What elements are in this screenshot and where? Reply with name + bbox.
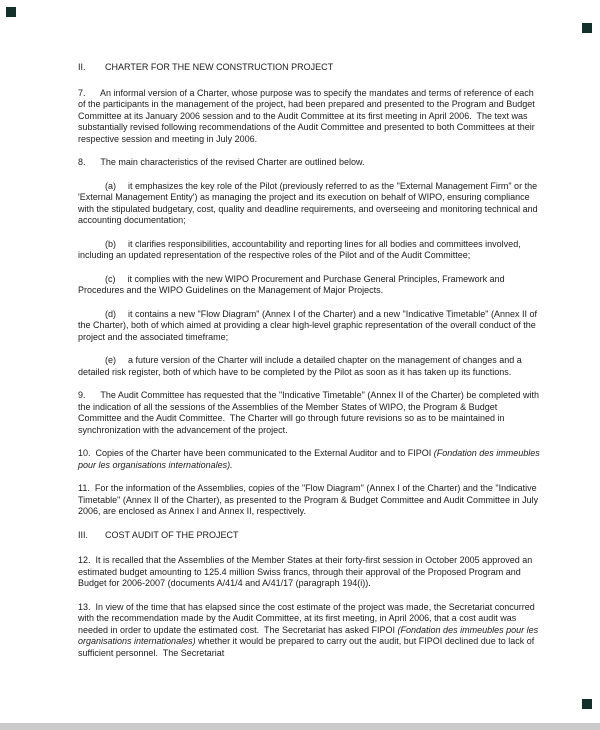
paragraph-8: 8. The main characteristics of the revised Charter are outlined below. <box>78 157 365 167</box>
section-heading-cost-audit <box>78 530 540 542</box>
subparagraph-text: a future version of the Charter will include a detailed chapter on the management of changes and a detailed risk register, both of which have to be completed by the Pilot as soon as it has taken up its functions. <box>78 355 525 377</box>
paragraph-9: 9. The Audit Committee has requested that the "Indicative Timetable" (Annex II of the Charter) be completed with the indication of all the sessions of the Assemblies of the Member States of WIPO, the Program & Budget Committee and the Audit Committee. The Charter will go through future revisions so as to be maintained in synchronization with the advancement of the project. <box>78 390 542 435</box>
subparagraph-label: (a) <box>105 180 116 191</box>
section-title: COST AUDIT OF THE PROJECT <box>105 529 239 540</box>
paragraph-12: 12. It is recalled that the Assemblies of the Member States at their forty-first session in October 2005 approved an estimated budget amounting to 125.4 million Swiss francs, through their approval of the Proposed Program and Budget for 2006-2007 (documents A/41/4 and A/41/17 (paragraph 194(i)). <box>78 555 535 588</box>
section-heading-charter <box>78 62 540 74</box>
section-number: III. <box>78 529 89 540</box>
paragraph-7: 7. An informal version of a Charter, whose purpose was to specify the mandates and terms of reference of each of the participants in the management of the project, had been prepared and presented to the Program and Budget Committee at its January 2006 session and to the Audit Committee at its first meeting in April 2006. The text was substantially revised following recommendations of the Audit Committee and presented to both Committees at their respective session and meeting in July 2006. <box>78 87 538 144</box>
corner-marker-top-right <box>582 23 592 33</box>
paragraph-10-text: 10. Copies of the Charter have been communicated to the External Auditor and to FIPOI <box>78 448 434 458</box>
subparagraph-d <box>78 309 540 344</box>
paragraph-13-italic: (Fondation des immeubles pour les organisations internationales) <box>78 624 541 646</box>
page-bottom-edge <box>0 723 600 730</box>
paragraph-10 <box>78 448 543 471</box>
subparagraph-text: it contains a new "Flow Diagram" (Annex I of the Charter) and a new "Indicative Timetable" (Annex II of the Charter), both of which aimed at providing a clear high-level graphic representation of the overall conduct of the project and the associated timeframe; <box>78 308 540 342</box>
subparagraph-a <box>78 181 540 227</box>
paragraph-13-text: 13. In view of the time that has elapsed since the cost estimate of the project was made, the Secretariat concurred with the recommendation made by the Audit Committee, at its first meeting, in April 2006, that a cost audit was needed in order to update the estimated cost. The Secretariat has asked FIPOI <box>78 601 538 635</box>
paragraph-13-text-after: whether it would be prepared to carry out the audit, but FIPOI declined due to lack of sufficient personnel. The Secretariat <box>78 636 537 658</box>
paragraph-13 <box>78 602 540 660</box>
subparagraph-text: it complies with the new WIPO Procurement and Purchase General Principles, Framework and Procedures and the WIPO Guidelines on the Management of Major Projects. <box>78 273 508 295</box>
corner-marker-top-left <box>6 7 16 17</box>
subparagraph-label: (e) <box>105 355 116 365</box>
subparagraph-text: it emphasizes the key role of the Pilot (previously referred to as the "External Management Firm" or the 'External Management Entity') as managing the project and its execution on behalf of WIPO, ensuring compliance with the stipulated budgetary, cost, quality and deadline requirements, and overseeing and monitoring technical and accounting documentation; <box>78 180 541 225</box>
subparagraph-label: (b) <box>105 238 116 249</box>
paragraph-10-italic: (Fondation des immeubles pour les organisations internationales). <box>78 448 543 470</box>
section-title: CHARTER FOR THE NEW CONSTRUCTION PROJECT <box>105 62 334 72</box>
corner-marker-bottom-right <box>582 699 592 709</box>
subparagraph-c <box>78 274 540 297</box>
subparagraph-label: (c) <box>105 273 116 284</box>
paragraph-11: 11. For the information of the Assemblies, copies of the "Flow Diagram" (Annex I of the Charter) and the "Indicative Timetable" (Annex II of the Charter), as presented to the Program & Budget Committee and Audit Committee in July 2006, are enclosed as Annex I and Annex II, respectively. <box>78 483 541 516</box>
document-body <box>78 62 543 671</box>
subparagraph-text: it clarifies responsibilities, accountability and reporting lines for all bodies and committees involved, including an updated representation of the respective roles of the Pilot and of the Audit Committee; <box>78 238 524 260</box>
subparagraph-e <box>78 355 540 378</box>
subparagraph-b <box>78 239 540 262</box>
subparagraph-label: (d) <box>105 308 116 319</box>
section-number: II. <box>78 62 86 72</box>
